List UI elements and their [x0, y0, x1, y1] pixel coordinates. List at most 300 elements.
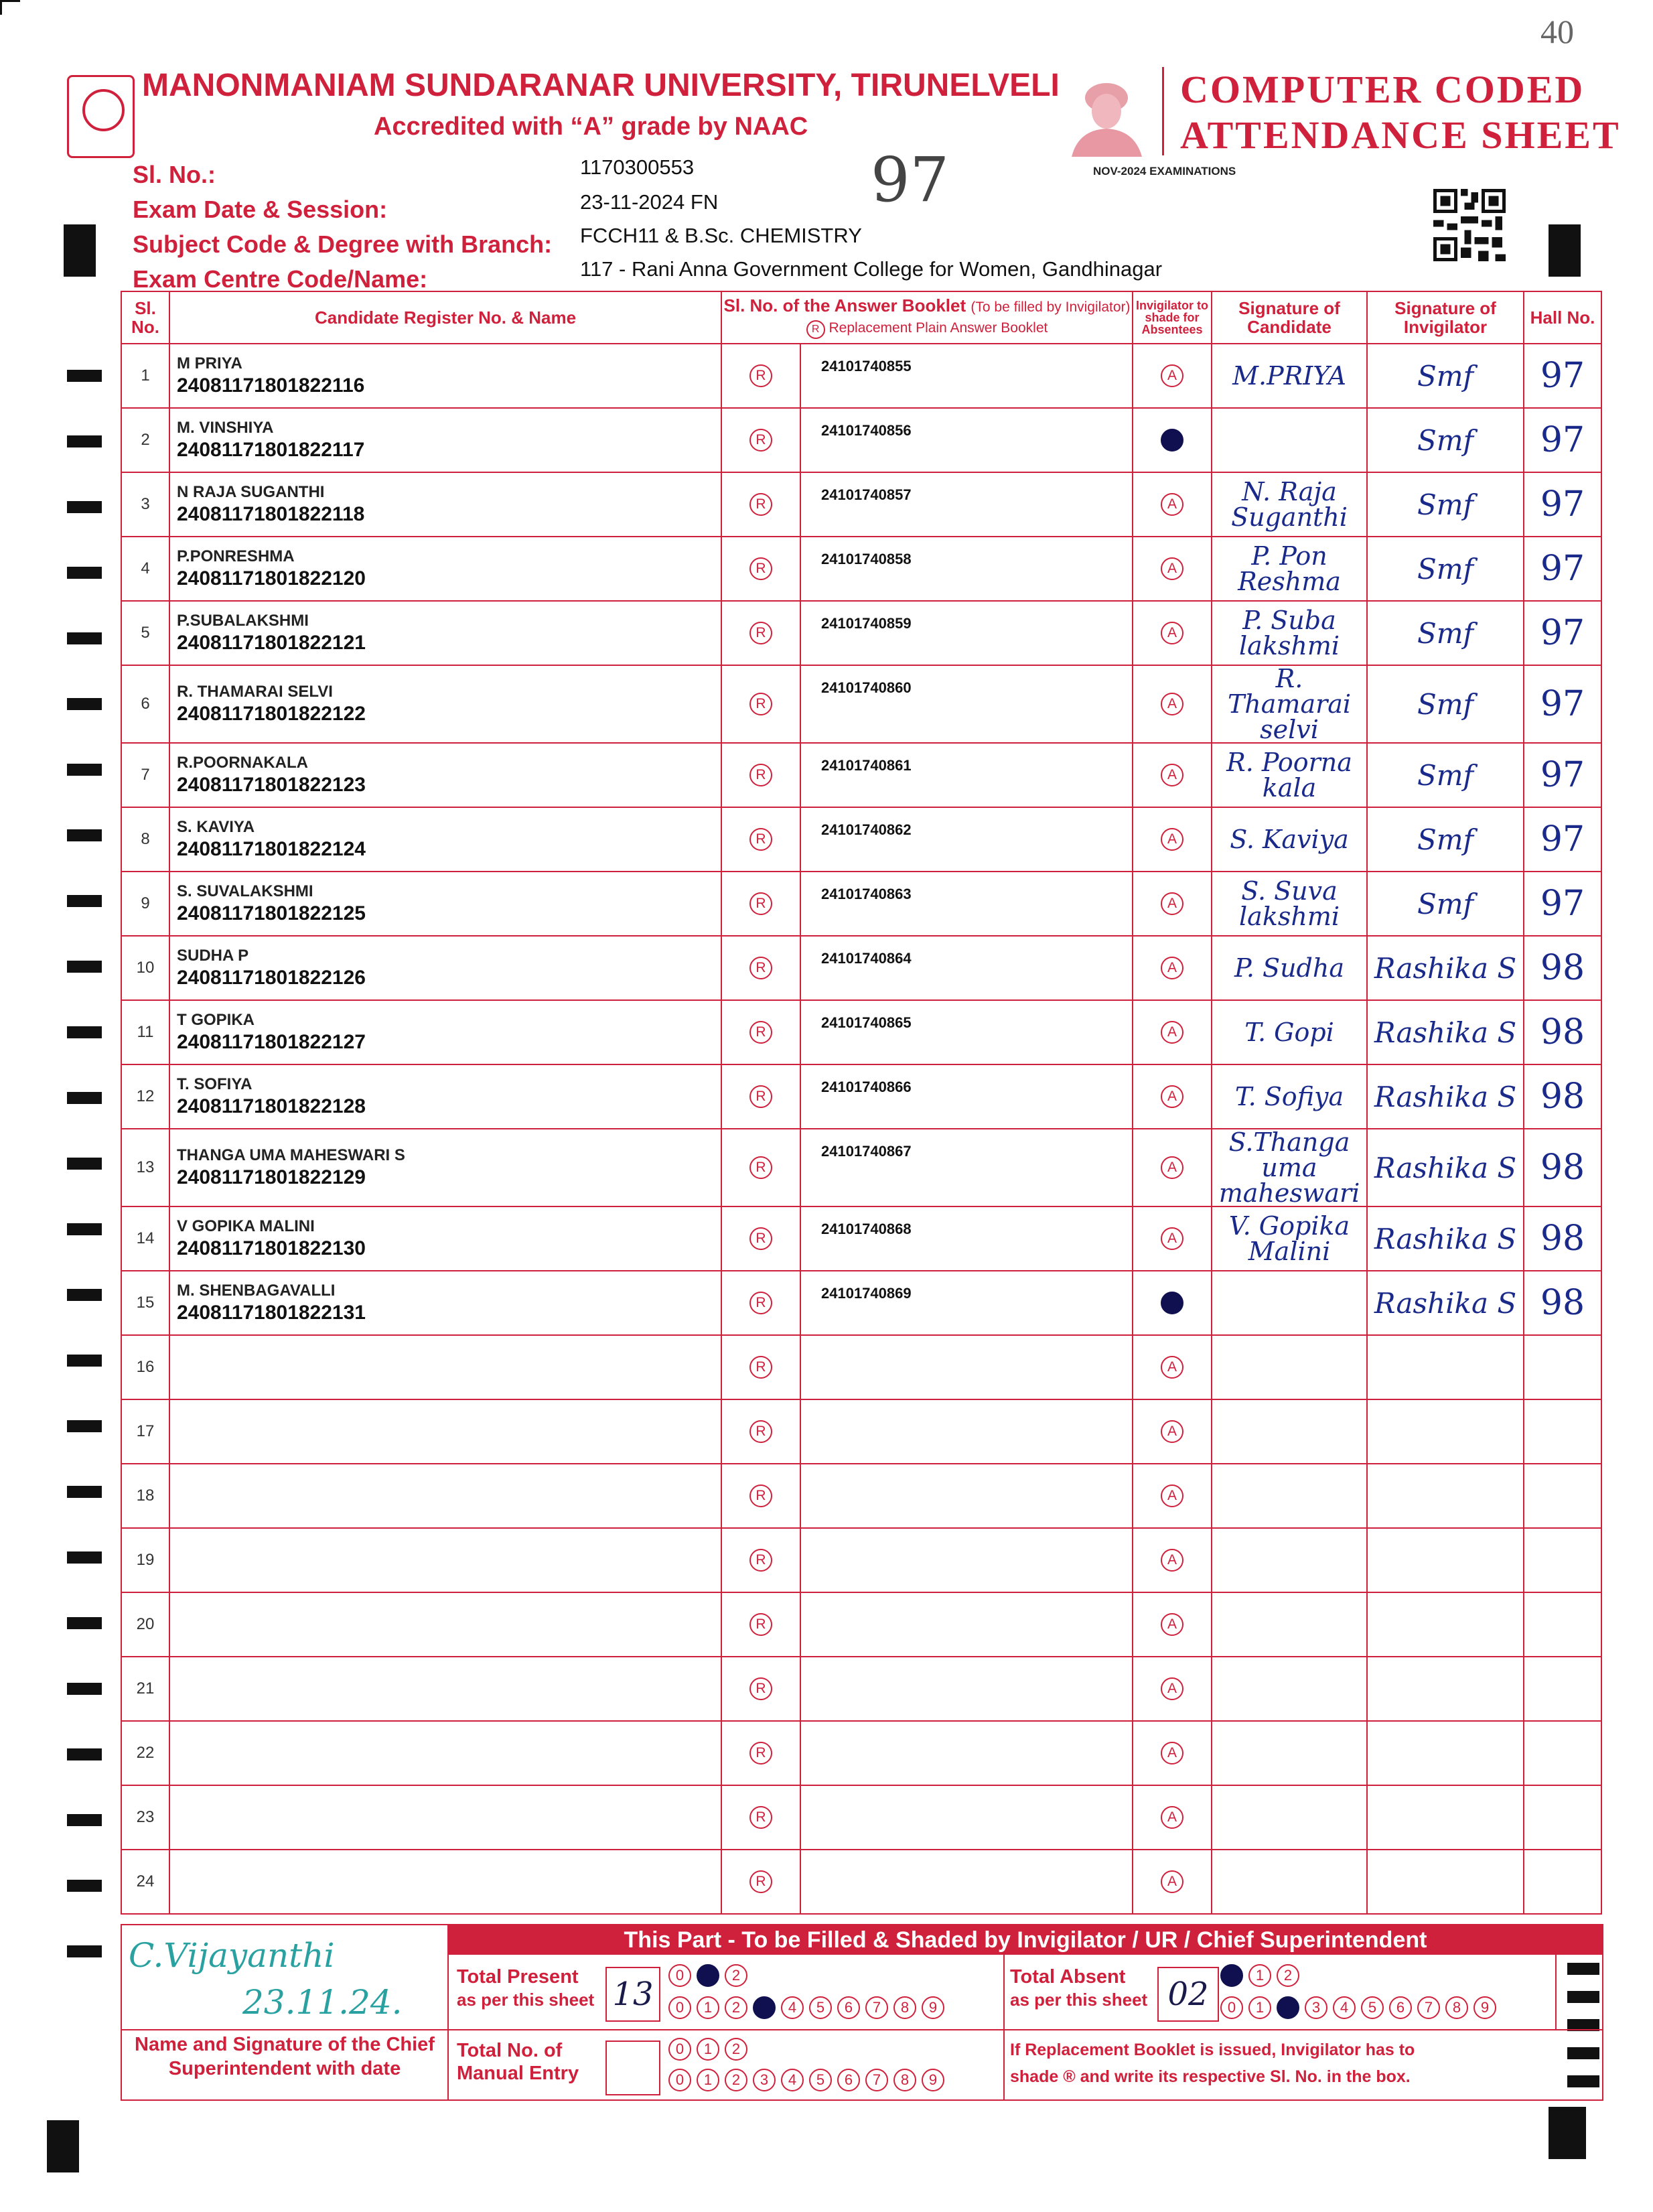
hall-no: 98	[1524, 1000, 1601, 1064]
candidate-signature: R. Poorna kala	[1212, 743, 1367, 807]
digit-bubble[interactable]: 1	[697, 1996, 719, 2019]
absentee-bubble[interactable]: A	[1161, 1420, 1183, 1443]
candidate-cell	[169, 1064, 721, 1129]
booklet-no	[800, 1335, 1133, 1399]
digit-bubble[interactable]: 8	[1445, 1996, 1468, 2019]
hall-no	[1524, 1399, 1601, 1464]
absentee-bubble[interactable]: A	[1161, 1292, 1183, 1314]
header-sl: Sl. No.	[121, 291, 169, 344]
invigilator-signature	[1367, 1592, 1524, 1657]
absentee-cell	[1133, 537, 1212, 601]
candidate-signature	[1212, 1657, 1367, 1721]
row-sl: 9	[121, 872, 169, 936]
superintendent-section	[121, 1924, 1603, 2101]
candidate-cell	[169, 1000, 721, 1064]
candidate-signature: S. Kaviya	[1212, 807, 1367, 872]
timing-mark	[67, 698, 102, 710]
sheet-title: COMPUTER CODED ATTENDANCE SHEET	[1180, 68, 1621, 157]
exam-date-value: 23-11-2024 FN	[580, 190, 719, 214]
candidate-reg-no: 24081171801822116	[177, 374, 365, 397]
absentee-bubble[interactable]: A	[1161, 557, 1183, 580]
replacement-bubble[interactable]: R	[749, 493, 772, 516]
digit-bubble[interactable]: 8	[893, 2069, 916, 2091]
replacement-bubble[interactable]: R	[749, 1677, 772, 1700]
candidate-cell	[169, 1592, 721, 1657]
candidate-reg-no: 24081171801822123	[177, 774, 366, 796]
handwritten-hall-number: 97	[871, 144, 950, 216]
total-absent-label: Total Absent as per this sheet	[1010, 1966, 1148, 2010]
hall-no: 97	[1524, 665, 1601, 743]
absentee-cell	[1133, 807, 1212, 872]
absentee-bubble[interactable]: A	[1161, 1021, 1183, 1044]
absentee-bubble[interactable]: A	[1161, 1085, 1183, 1108]
invigilator-signature	[1367, 1528, 1524, 1592]
candidate-cell	[169, 1785, 721, 1850]
hall-no: 98	[1524, 1129, 1601, 1206]
digit-bubble[interactable]: 1	[1248, 1964, 1271, 1987]
row-sl: 3	[121, 472, 169, 537]
digit-bubble[interactable]: 2	[725, 1964, 747, 1987]
candidate-signature: S. Suva lakshmi	[1212, 872, 1367, 936]
digit-bubble[interactable]: 3	[753, 1996, 776, 2019]
booklet-no	[800, 1592, 1133, 1657]
digit-bubble[interactable]: 5	[1361, 1996, 1384, 2019]
absentee-cell	[1133, 601, 1212, 665]
hall-no: 98	[1524, 936, 1601, 1000]
hall-no	[1524, 1850, 1601, 1914]
absentee-bubble[interactable]: A	[1161, 693, 1183, 715]
replacement-bubble[interactable]: R	[749, 429, 772, 452]
row-sl: 7	[121, 743, 169, 807]
replacement-bubble[interactable]: R	[749, 1484, 772, 1507]
row-sl: 23	[121, 1785, 169, 1850]
row-sl: 22	[121, 1721, 169, 1785]
timing-mark	[67, 435, 102, 447]
hall-no: 98	[1524, 1206, 1601, 1271]
invigilator-signature: Rashika S	[1367, 1129, 1524, 1206]
table-row	[121, 408, 1601, 472]
timing-mark	[67, 567, 102, 579]
absentee-cell	[1133, 1335, 1212, 1399]
digit-bubble[interactable]: 1	[697, 2069, 719, 2091]
digit-bubble[interactable]: 0	[668, 2038, 691, 2061]
digit-bubble[interactable]: 2	[725, 2038, 747, 2061]
replacement-cell	[721, 936, 800, 1000]
replacement-cell	[721, 872, 800, 936]
digit-bubble[interactable]: 2	[725, 1996, 747, 2019]
table-row	[121, 1000, 1601, 1064]
digit-bubble[interactable]: 5	[809, 1996, 832, 2019]
candidate-name: T GOPIKA	[177, 1011, 255, 1029]
timing-mark	[67, 1355, 102, 1367]
exam-tag: NOV-2024 EXAMINATIONS	[1093, 165, 1236, 178]
table-row	[121, 601, 1601, 665]
table-row	[121, 872, 1601, 936]
manual-entry-box[interactable]	[605, 2041, 660, 2095]
replacement-bubble[interactable]: R	[749, 892, 772, 915]
replacement-bubble[interactable]: R	[749, 1420, 772, 1443]
invigilator-signature: Smf	[1367, 472, 1524, 537]
subject-value: FCCH11 & B.Sc. CHEMISTRY	[580, 224, 862, 247]
booklet-no: 24101740857	[800, 472, 1133, 537]
invigilator-signature	[1367, 1850, 1524, 1914]
candidate-cell	[169, 1271, 721, 1335]
replacement-bubble[interactable]: R	[749, 1613, 772, 1636]
replacement-cell	[721, 1000, 800, 1064]
digit-bubble[interactable]: 4	[1333, 1996, 1356, 2019]
absentee-cell	[1133, 1657, 1212, 1721]
booklet-no: 24101740865	[800, 1000, 1133, 1064]
manual-tens-bubbles	[668, 2038, 747, 2061]
replacement-cell	[721, 1335, 800, 1399]
candidate-name: R.POORNAKALA	[177, 754, 308, 772]
booklet-no: 24101740859	[800, 601, 1133, 665]
replacement-cell	[721, 1657, 800, 1721]
table-row	[121, 537, 1601, 601]
digit-bubble[interactable]: 3	[1305, 1996, 1327, 2019]
table-row	[121, 1335, 1601, 1399]
absentee-bubble[interactable]: A	[1161, 828, 1183, 851]
replacement-bubble[interactable]: R	[749, 957, 772, 979]
replacement-bubble[interactable]: R	[749, 1742, 772, 1765]
digit-bubble[interactable]: 6	[837, 1996, 860, 2019]
row-sl: 15	[121, 1271, 169, 1335]
hall-no	[1524, 1592, 1601, 1657]
sl-no-value: 1170300553	[580, 155, 695, 179]
invigilator-signature: Smf	[1367, 665, 1524, 743]
replacement-cell	[721, 1064, 800, 1129]
subject-label: Subject Code & Degree with Branch:	[133, 230, 553, 258]
row-sl: 5	[121, 601, 169, 665]
invigilator-signature: Smf	[1367, 743, 1524, 807]
digit-bubble[interactable]: 2	[1277, 1964, 1299, 1987]
booklet-no	[800, 1785, 1133, 1850]
replacement-bubble[interactable]: R	[749, 1356, 772, 1379]
row-sl: 4	[121, 537, 169, 601]
absentee-cell	[1133, 665, 1212, 743]
digit-bubble[interactable]: 0	[668, 1996, 691, 2019]
digit-bubble[interactable]: 6	[837, 2069, 860, 2091]
table-row	[121, 1129, 1601, 1206]
timing-mark	[67, 632, 102, 644]
replacement-bubble[interactable]: R	[749, 364, 772, 387]
absentee-bubble[interactable]: A	[1161, 1806, 1183, 1829]
invigilator-signature: Rashika S	[1367, 1000, 1524, 1064]
booklet-no: 24101740868	[800, 1206, 1133, 1271]
absentee-cell	[1133, 1528, 1212, 1592]
replacement-bubble[interactable]: R	[749, 1292, 772, 1314]
candidate-signature	[1212, 1721, 1367, 1785]
digit-bubble[interactable]: 1	[1248, 1996, 1271, 2019]
founder-portrait	[1058, 70, 1155, 157]
digit-bubble[interactable]: 6	[1389, 1996, 1412, 2019]
timing-mark	[67, 764, 102, 776]
header-hall: Hall No.	[1524, 291, 1601, 344]
candidate-name: SUDHA P	[177, 947, 249, 965]
row-sl: 24	[121, 1850, 169, 1914]
row-sl: 1	[121, 344, 169, 408]
registration-mark	[47, 2120, 79, 2172]
booklet-no: 24101740858	[800, 537, 1133, 601]
table-row	[121, 1785, 1601, 1850]
candidate-cell	[169, 1335, 721, 1399]
absentee-bubble[interactable]: A	[1161, 1156, 1183, 1179]
digit-bubble[interactable]: 0	[1220, 1964, 1243, 1987]
booklet-no	[800, 1464, 1133, 1528]
candidate-cell	[169, 1129, 721, 1206]
digit-bubble[interactable]: 1	[697, 2038, 719, 2061]
absentee-cell	[1133, 1785, 1212, 1850]
candidate-cell	[169, 1528, 721, 1592]
absentee-cell	[1133, 1592, 1212, 1657]
header-divider	[1162, 67, 1164, 155]
absentee-cell	[1133, 1850, 1212, 1914]
hall-no	[1524, 1785, 1601, 1850]
absentee-bubble[interactable]: A	[1161, 1677, 1183, 1700]
candidate-reg-no: 24081171801822122	[177, 703, 366, 725]
timing-mark	[67, 895, 102, 907]
candidate-name: S. KAVIYA	[177, 818, 255, 836]
absentee-bubble[interactable]: A	[1161, 892, 1183, 915]
candidate-reg-no: 24081171801822120	[177, 567, 366, 590]
table-row	[121, 1657, 1601, 1721]
absentee-cell	[1133, 1129, 1212, 1206]
digit-bubble[interactable]: 0	[1220, 1996, 1243, 2019]
digit-bubble[interactable]: 5	[809, 2069, 832, 2091]
absentee-bubble[interactable]: A	[1161, 1227, 1183, 1250]
hall-no: 97	[1524, 537, 1601, 601]
invigilator-signature	[1367, 1335, 1524, 1399]
digit-bubble[interactable]: 7	[865, 2069, 888, 2091]
invigilator-signature: Smf	[1367, 807, 1524, 872]
digit-bubble[interactable]: 7	[1417, 1996, 1440, 2019]
replacement-bubble[interactable]: R	[749, 1156, 772, 1179]
absentee-cell	[1133, 472, 1212, 537]
candidate-reg-no: 24081171801822121	[177, 632, 366, 654]
candidate-cell	[169, 472, 721, 537]
table-row	[121, 1206, 1601, 1271]
booklet-no	[800, 1399, 1133, 1464]
replacement-bubble[interactable]: R	[749, 1085, 772, 1108]
candidate-signature: R. Thamarai selvi	[1212, 665, 1367, 743]
candidate-signature: V. Gopika Malini	[1212, 1206, 1367, 1271]
hall-no	[1524, 1721, 1601, 1785]
candidate-cell	[169, 1657, 721, 1721]
digit-bubble[interactable]: 9	[922, 1996, 944, 2019]
candidate-reg-no: 24081171801822127	[177, 1031, 366, 1053]
candidate-reg-no: 24081171801822125	[177, 902, 366, 924]
replacement-cell	[721, 1206, 800, 1271]
centre-value: 117 - Rani Anna Government College for Women, Gandhinagar	[580, 257, 1163, 281]
candidate-signature	[1212, 1464, 1367, 1528]
candidate-reg-no: 24081171801822131	[177, 1302, 366, 1324]
candidate-signature	[1212, 1271, 1367, 1335]
absentee-bubble[interactable]: A	[1161, 429, 1183, 452]
replacement-cell	[721, 1528, 800, 1592]
invigilator-signature: Rashika S	[1367, 1271, 1524, 1335]
replacement-cell	[721, 601, 800, 665]
row-sl: 17	[121, 1399, 169, 1464]
replacement-cell	[721, 1592, 800, 1657]
replacement-cell	[721, 408, 800, 472]
booklet-no	[800, 1528, 1133, 1592]
candidate-cell	[169, 408, 721, 472]
row-sl: 8	[121, 807, 169, 872]
absentee-bubble[interactable]: A	[1161, 493, 1183, 516]
attendance-table	[121, 291, 1602, 1915]
absentee-cell	[1133, 408, 1212, 472]
header-candidate: Candidate Register No. & Name	[169, 291, 721, 344]
digit-bubble[interactable]: 0	[668, 2069, 691, 2091]
absentee-bubble[interactable]: A	[1161, 1356, 1183, 1379]
booklet-no: 24101740860	[800, 665, 1133, 743]
candidate-cell	[169, 1850, 721, 1914]
booklet-no: 24101740861	[800, 743, 1133, 807]
replacement-bubble[interactable]: R	[749, 1021, 772, 1044]
absentee-bubble[interactable]: A	[1161, 1549, 1183, 1572]
table-row	[121, 936, 1601, 1000]
digit-bubble[interactable]: 0	[668, 1964, 691, 1987]
digit-bubble[interactable]: 9	[1474, 1996, 1496, 2019]
registration-mark	[1549, 2107, 1586, 2159]
replacement-bubble[interactable]: R	[749, 1806, 772, 1829]
candidate-cell	[169, 344, 721, 408]
absentee-bubble[interactable]: A	[1161, 1870, 1183, 1893]
timing-mark	[67, 1092, 102, 1104]
accreditation: Accredited with “A” grade by NAAC	[374, 113, 808, 141]
row-sl: 16	[121, 1335, 169, 1399]
timing-mark	[67, 370, 102, 382]
timing-mark	[67, 1617, 102, 1629]
digit-bubble[interactable]: 8	[893, 1996, 916, 2019]
digit-bubble[interactable]: 7	[865, 1996, 888, 2019]
absentee-bubble[interactable]: A	[1161, 764, 1183, 786]
absentee-cell	[1133, 872, 1212, 936]
invigilator-signature: Smf	[1367, 601, 1524, 665]
replacement-bubble[interactable]: R	[749, 1227, 772, 1250]
section-banner: This Part - To be Filled & Shaded by Invigilator / UR / Chief Superintendent	[449, 1925, 1602, 1955]
absentee-cell	[1133, 1064, 1212, 1129]
replacement-bubble[interactable]: R	[749, 828, 772, 851]
header-booklet: Sl. No. of the Answer Booklet (To be filled by Invigilator) R Replacement Plain Answer Booklet	[721, 291, 1133, 344]
absentee-bubble[interactable]: A	[1161, 1484, 1183, 1507]
corner-mark	[0, 0, 2, 15]
replacement-cell	[721, 807, 800, 872]
candidate-reg-no: 24081171801822130	[177, 1237, 366, 1259]
table-row	[121, 344, 1601, 408]
digit-bubble[interactable]: 4	[781, 1996, 804, 2019]
digit-bubble[interactable]: 2	[725, 2069, 747, 2091]
manual-ones-bubbles	[668, 2069, 944, 2091]
candidate-name: M. SHENBAGAVALLI	[177, 1282, 336, 1300]
manual-entry-label: Total No. of Manual Entry	[457, 2040, 579, 2084]
row-sl: 20	[121, 1592, 169, 1657]
candidate-cell	[169, 807, 721, 872]
hall-no: 98	[1524, 1271, 1601, 1335]
corner-mark	[0, 0, 20, 2]
hall-no: 97	[1524, 807, 1601, 872]
table-row	[121, 1528, 1601, 1592]
replacement-bubble[interactable]: R	[749, 693, 772, 715]
chief-superintendent-label: Name and Signature of the Chief Superintendent with date	[135, 2034, 435, 2079]
candidate-cell	[169, 1464, 721, 1528]
replacement-cell	[721, 1785, 800, 1850]
invigilator-signature: Rashika S	[1367, 936, 1524, 1000]
total-present-label: Total Present as per this sheet	[457, 1966, 595, 2010]
hall-no	[1524, 1335, 1601, 1399]
replacement-cell	[721, 1271, 800, 1335]
timing-mark	[67, 1158, 102, 1170]
replacement-bubble[interactable]: R	[749, 1549, 772, 1572]
row-sl: 2	[121, 408, 169, 472]
candidate-signature: T. Sofiya	[1212, 1064, 1367, 1129]
replacement-cell	[721, 1399, 800, 1464]
replacement-bubble[interactable]: R	[749, 1870, 772, 1893]
booklet-no: 24101740866	[800, 1064, 1133, 1129]
timing-mark	[67, 1551, 102, 1564]
timing-mark	[67, 961, 102, 973]
hall-no: 97	[1524, 344, 1601, 408]
hall-no	[1524, 1464, 1601, 1528]
absentee-cell	[1133, 936, 1212, 1000]
digit-bubble[interactable]: 4	[781, 2069, 804, 2091]
booklet-no	[800, 1721, 1133, 1785]
digit-bubble[interactable]: 9	[922, 2069, 944, 2091]
absentee-cell	[1133, 1464, 1212, 1528]
booklet-no: 24101740862	[800, 807, 1133, 872]
invigilator-signature: Smf	[1367, 872, 1524, 936]
table-row	[121, 1271, 1601, 1335]
absentee-bubble[interactable]: A	[1161, 957, 1183, 979]
absentee-bubble[interactable]: A	[1161, 622, 1183, 644]
absentee-bubble[interactable]: A	[1161, 1742, 1183, 1765]
chief-superintendent-signature: C.Vijayanthi 23.11.24.	[129, 1936, 403, 2022]
invigilator-signature: Rashika S	[1367, 1064, 1524, 1129]
candidate-name: M. VINSHIYA	[177, 419, 274, 437]
absentee-bubble[interactable]: A	[1161, 1613, 1183, 1636]
total-absent-box[interactable]: 02	[1157, 1967, 1219, 2022]
booklet-no	[800, 1850, 1133, 1914]
invigilator-signature: Smf	[1367, 408, 1524, 472]
candidate-name: T. SOFIYA	[177, 1075, 253, 1093]
timing-mark	[67, 1486, 102, 1498]
absentee-bubble[interactable]: A	[1161, 364, 1183, 387]
exam-date-label: Exam Date & Session:	[133, 196, 388, 223]
booklet-no: 24101740855	[800, 344, 1133, 408]
timing-mark	[67, 1289, 102, 1301]
candidate-name: R. THAMARAI SELVI	[177, 683, 333, 701]
candidate-signature	[1212, 408, 1367, 472]
replacement-cell	[721, 1850, 800, 1914]
replacement-bubble[interactable]: R	[749, 622, 772, 644]
candidate-signature	[1212, 1785, 1367, 1850]
booklet-no: 24101740856	[800, 408, 1133, 472]
invigilator-signature: Smf	[1367, 537, 1524, 601]
digit-bubble[interactable]: 2	[1277, 1996, 1299, 2019]
row-sl: 18	[121, 1464, 169, 1528]
digit-bubble[interactable]: 1	[697, 1964, 719, 1987]
replacement-cell	[721, 344, 800, 408]
digit-bubble[interactable]: 3	[753, 2069, 776, 2091]
total-present-box[interactable]: 13	[605, 1967, 660, 2022]
hall-no	[1524, 1528, 1601, 1592]
replacement-bubble[interactable]: R	[749, 764, 772, 786]
replacement-bubble[interactable]: R	[749, 557, 772, 580]
table-row	[121, 807, 1601, 872]
timing-mark	[67, 829, 102, 841]
hall-no: 98	[1524, 1064, 1601, 1129]
booklet-no: 24101740869	[800, 1271, 1133, 1335]
